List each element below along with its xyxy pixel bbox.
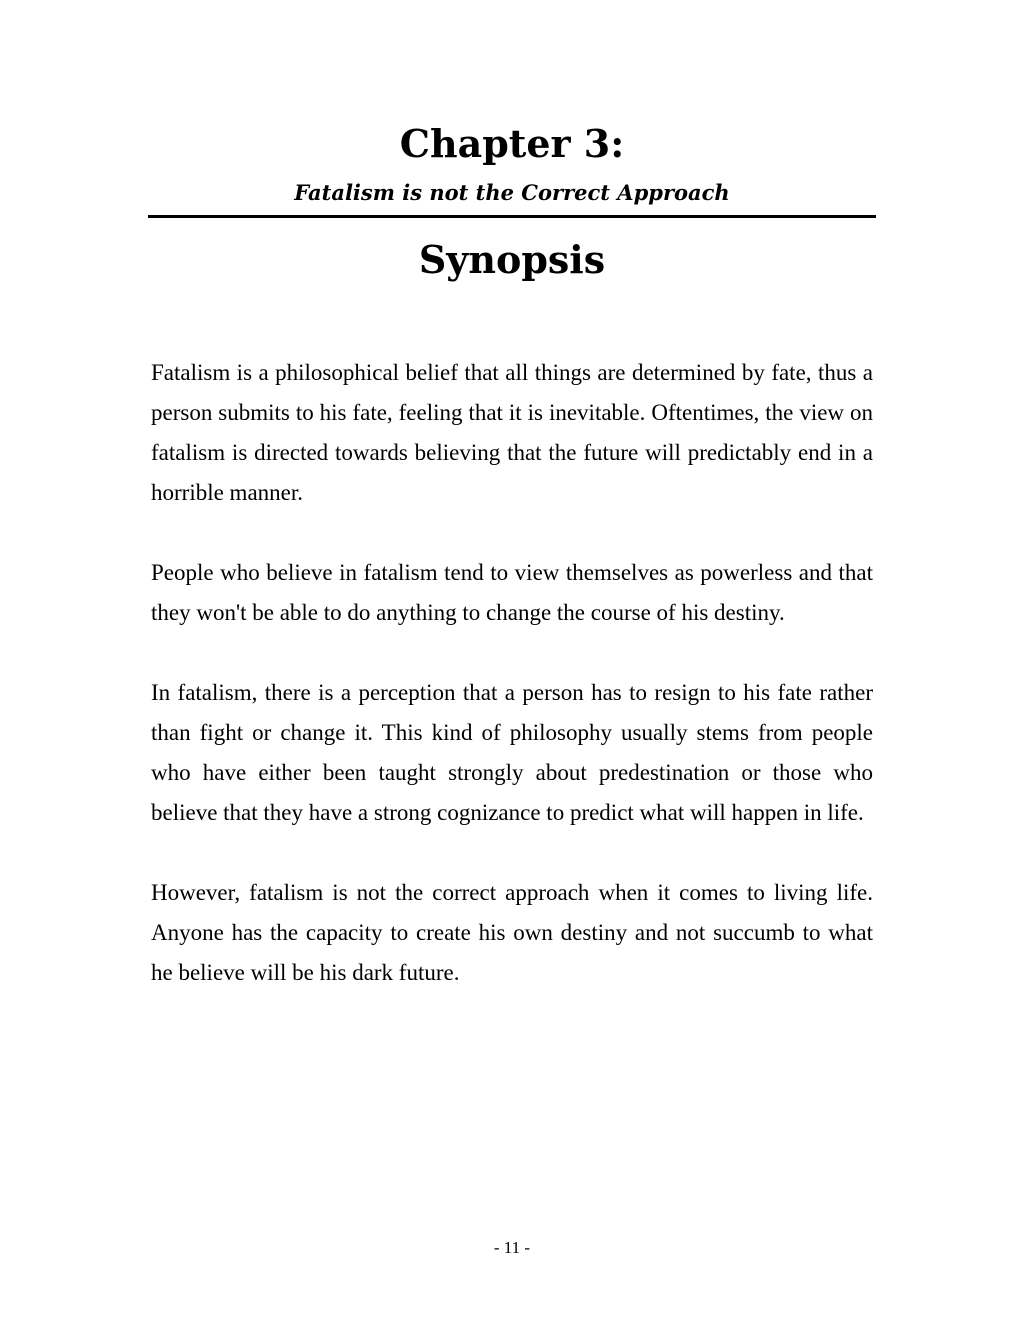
paragraph: Fatalism is a philosophical belief that all things are determined by fate, thus a person submits to his fate, feeling that it is inevitable. Oftentimes, the view on fatalism is directed towards believing that the future will predictably end in a horrible manner. [151,360,873,505]
section-title: Synopsis [418,237,606,282]
header-divider [148,215,876,218]
paragraph: However, fatalism is not the correct approach when it comes to living life. Anyone has the capacity to create his own destiny and not succumb to what he believe will be his dark future. [151,880,873,985]
chapter-title: Chapter 3: [399,121,625,166]
page-number: - 11 - [493,1238,531,1257]
paragraph: In fatalism, there is a perception that a person has to resign to his fate rather than fight or change it. This kind of philosophy usually stems from people who have either been taught strongly about predestination or those who believe that they have a strong cognizance to predict what will happen in life. [151,680,873,825]
chapter-subtitle: Fatalism is not the Correct Approach [294,180,730,205]
paragraph: People who believe in fatalism tend to view themselves as powerless and that they won't be able to do anything to change the course of his destiny. [151,560,873,625]
body-text [151,353,873,1033]
